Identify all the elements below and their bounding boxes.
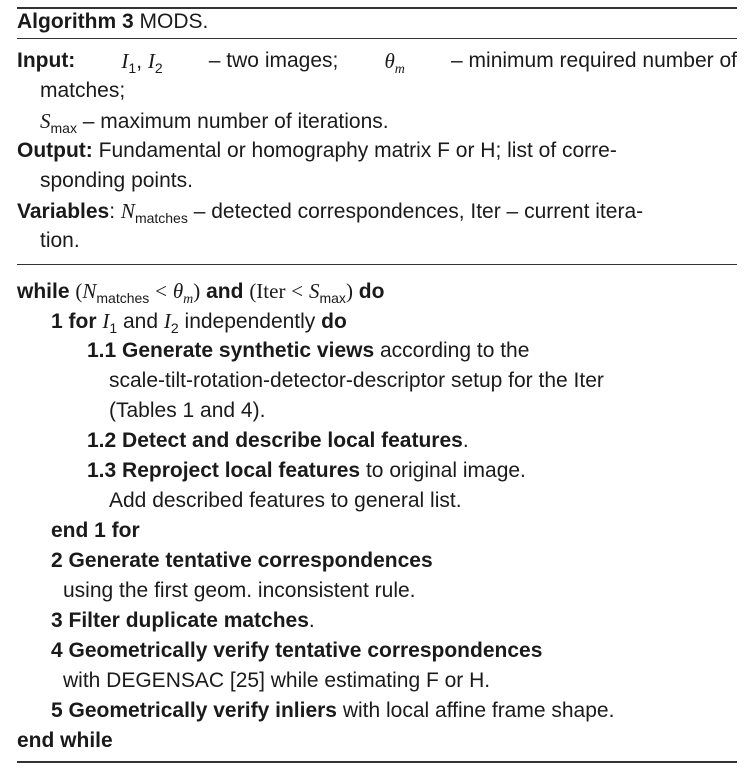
step3-line xyxy=(51,607,315,635)
variables-line-2 xyxy=(40,227,80,255)
step11-line-1 xyxy=(87,337,529,365)
step5-bold: 5 Geometrically verify inliers xyxy=(51,699,337,722)
loop-lt-1: < xyxy=(155,279,167,303)
step1-for-line xyxy=(51,307,347,336)
variables-text-1: – detected correspondences, Iter – current itera- xyxy=(193,200,644,223)
while-keyword: while xyxy=(17,280,70,303)
step12-line xyxy=(87,427,469,455)
do-keyword: do xyxy=(358,280,385,303)
while-line xyxy=(17,277,384,306)
iter-open: (Iter xyxy=(249,279,286,303)
loop-n: N xyxy=(82,279,97,303)
output-text-2: sponding points. xyxy=(40,169,193,192)
var-smax: S xyxy=(40,109,51,133)
step13-bold: 1.3 Reproject local features xyxy=(87,459,361,482)
var-i2: I xyxy=(147,49,155,73)
step1-indep: independently xyxy=(184,310,316,333)
end-for-keyword: end 1 for xyxy=(51,519,140,542)
variables-label: Variables xyxy=(17,200,110,223)
output-line-2 xyxy=(40,167,193,195)
var-n: N xyxy=(120,199,135,223)
algorithm-caption xyxy=(17,8,208,36)
output-line-1 xyxy=(17,137,617,165)
cond-close-2: ) xyxy=(345,279,353,303)
algorithm-label: Algorithm 3 xyxy=(17,10,134,33)
end-while-keyword: end while xyxy=(17,729,113,752)
mid-rule xyxy=(17,264,737,265)
step4-line-1 xyxy=(51,637,542,665)
loop-theta-sub: m xyxy=(183,292,194,307)
input-cont: matches; xyxy=(40,79,126,102)
step11-line-3 xyxy=(109,397,265,425)
end-while-line xyxy=(17,727,113,755)
variables-text-2: tion. xyxy=(40,229,80,252)
step12-bold: 1.2 Detect and describe local features xyxy=(87,429,463,452)
step13-text-2: Add described features to general list. xyxy=(109,489,462,512)
loop-lt-2: < xyxy=(291,279,304,303)
var-i1: I xyxy=(121,49,129,73)
step3-text: . xyxy=(308,609,315,632)
step13-line-1 xyxy=(87,457,526,485)
loop-s-sub: max xyxy=(319,290,346,306)
variables-colon: : xyxy=(109,200,116,223)
step5-text: with local affine frame shape. xyxy=(342,699,615,722)
step12-text: . xyxy=(462,429,469,452)
step1-do-keyword: do xyxy=(321,310,347,333)
header-rule xyxy=(17,38,737,39)
input-label: Input: xyxy=(17,49,76,72)
step11-bold: 1.1 Generate synthetic views xyxy=(87,339,375,362)
step1-and: and xyxy=(123,310,159,333)
input-line-1: Input: $I_1$, $I_2$ – two images; $\theta_m$ – minimum required number of xyxy=(17,49,737,77)
input-theta-text: – minimum required number of xyxy=(451,49,737,72)
step1-i2-sub: 2 xyxy=(170,320,179,336)
step13-text: to original image. xyxy=(365,459,526,482)
output-label: Output: xyxy=(17,139,93,162)
cond-close-1: ) xyxy=(193,279,201,303)
var-theta: θ xyxy=(384,49,395,73)
loop-theta: θ xyxy=(172,279,184,303)
var-i2-sub: 2 xyxy=(154,60,163,76)
step1-i2: I xyxy=(163,309,171,333)
step5-line xyxy=(51,697,614,725)
bottom-rule xyxy=(17,761,737,763)
step3-bold: 3 Filter duplicate matches xyxy=(51,609,309,632)
step1-i1: I xyxy=(102,309,110,333)
step1-i1-sub: 1 xyxy=(109,320,118,336)
end-for-line xyxy=(51,517,140,545)
var-i1-sub: 1 xyxy=(128,60,137,76)
step2-bold: 2 Generate tentative correspondences xyxy=(51,549,433,572)
input-line-2 xyxy=(40,77,125,105)
step4-line-2 xyxy=(63,667,490,695)
loop-s: S xyxy=(308,279,320,303)
step1-for-keyword: 1 for xyxy=(51,310,97,333)
input-images-text: – two images; xyxy=(208,49,339,72)
var-n-sub: matches xyxy=(134,210,188,226)
cond-open: ( xyxy=(75,279,83,303)
var-theta-sub: m xyxy=(394,62,405,77)
output-text-1: Fundamental or homography matrix F or H; list of corre- xyxy=(98,139,617,162)
step11-text-3: (Tables 1 and 4). xyxy=(109,399,266,422)
step11-text-2: scale-tilt-rotation-detector-descriptor setup for the Iter xyxy=(109,369,604,392)
step2-line-1 xyxy=(51,547,433,575)
input-smax-text: – maximum number of iterations. xyxy=(82,110,389,133)
algorithm-name: MODS. xyxy=(139,10,209,33)
var-smax-sub: max xyxy=(50,120,77,136)
step2-line-2 xyxy=(63,577,416,605)
step2-text: using the first geom. inconsistent rule. xyxy=(63,579,416,602)
step11-line-2 xyxy=(109,367,604,395)
loop-n-sub: matches xyxy=(96,290,150,306)
variables-line-1 xyxy=(17,197,643,226)
step4-text: with DEGENSAC [25] while estimating F or H. xyxy=(63,669,491,692)
and-keyword: and xyxy=(206,280,244,303)
step13-line-2 xyxy=(109,487,462,515)
input-line-3 xyxy=(40,107,389,136)
step4-bold: 4 Geometrically verify tentative correspondences xyxy=(51,639,543,662)
step11-text: according to the xyxy=(379,339,530,362)
